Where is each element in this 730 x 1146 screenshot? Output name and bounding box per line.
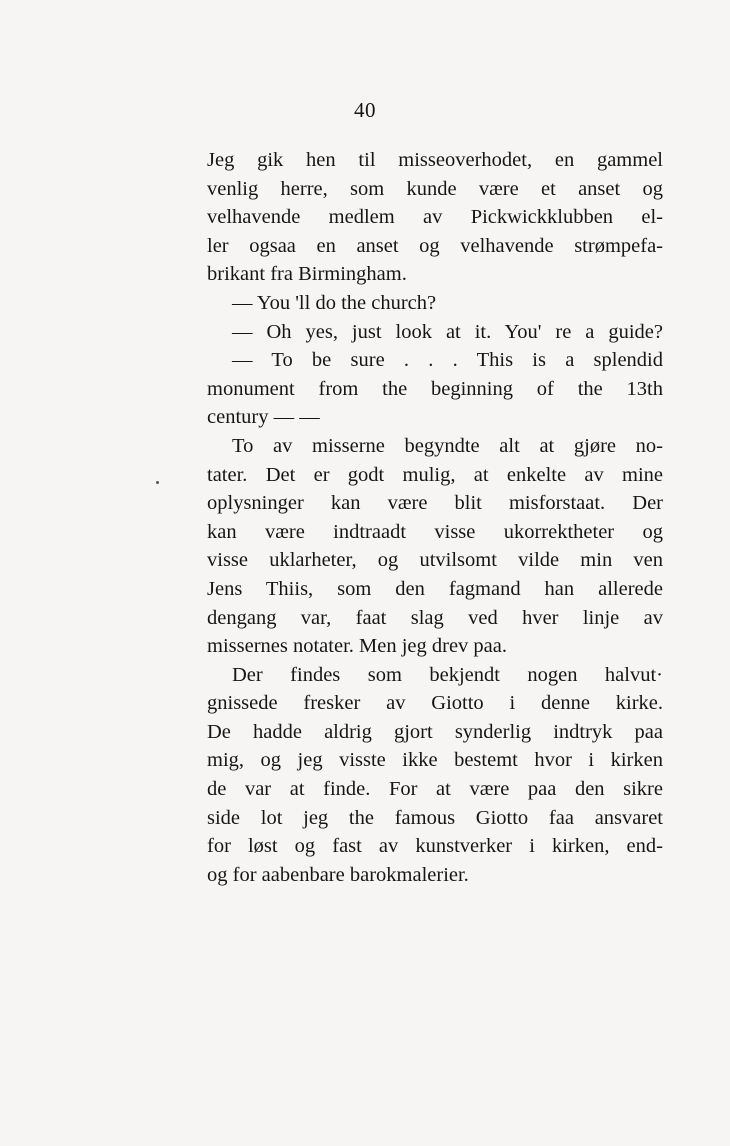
text-line: monument from the beginning of the 13th [207,377,663,400]
text-line: De hadde aldrig gjort synderlig indtryk paa [207,720,663,743]
text-line: gnissede fresker av Giotto i denne kirke. [207,692,663,715]
text-line: ler ogsaa en anset og velhavende strømpefa- [207,234,663,257]
text-line: — You 'll do the church? [232,291,437,314]
text-line: missernes notater. Men jeg drev paa. [207,635,508,658]
text-line: century — — [207,406,320,429]
text-line: venlig herre, som kunde være et anset og [207,177,663,200]
text-line: og for aabenbare barokmalerier. [207,863,469,886]
text-line: brikant fra Birmingham. [207,263,407,286]
text-line: — To be sure . . . This is a splendid [232,349,663,372]
text-line: visse uklarheter, og utvilsomt vilde min ven [207,549,663,572]
text-line: kan være indtraadt visse ukorrektheter og [207,520,663,543]
text-line: Jeg gik hen til misseoverhodet, en gammel [207,149,663,171]
text-line: To av misserne begyndte alt at gjøre no- [232,434,663,457]
ink-speck [156,481,159,484]
text-line: for løst og fast av kunstverker i kirken, end- [207,835,663,858]
text-line: dengang var, faat slag ved hver linje av [207,606,663,629]
text-line: tater. Det er godt mulig, at enkelte av mine [207,463,663,486]
text-line: mig, og jeg visste ikke bestemt hvor i kirken [207,749,663,772]
page-number: 40 [354,98,376,122]
text-line: — Oh yes, just look at it. You' re a guide? [232,320,663,343]
text-line: Jens Thiis, som den fagmand han allerede [207,577,663,600]
text-line: de var at finde. For at være paa den sikre [207,778,663,801]
text-line: oplysninger kan være blit misforstaat. Der [207,492,663,515]
body-text [207,146,663,889]
text-line: velhavende medlem av Pickwickklubben el- [207,206,663,229]
text-line: side lot jeg the famous Giotto faa ansvaret [207,806,663,829]
text-line: Der findes som bekjendt nogen halvut· [232,663,663,686]
